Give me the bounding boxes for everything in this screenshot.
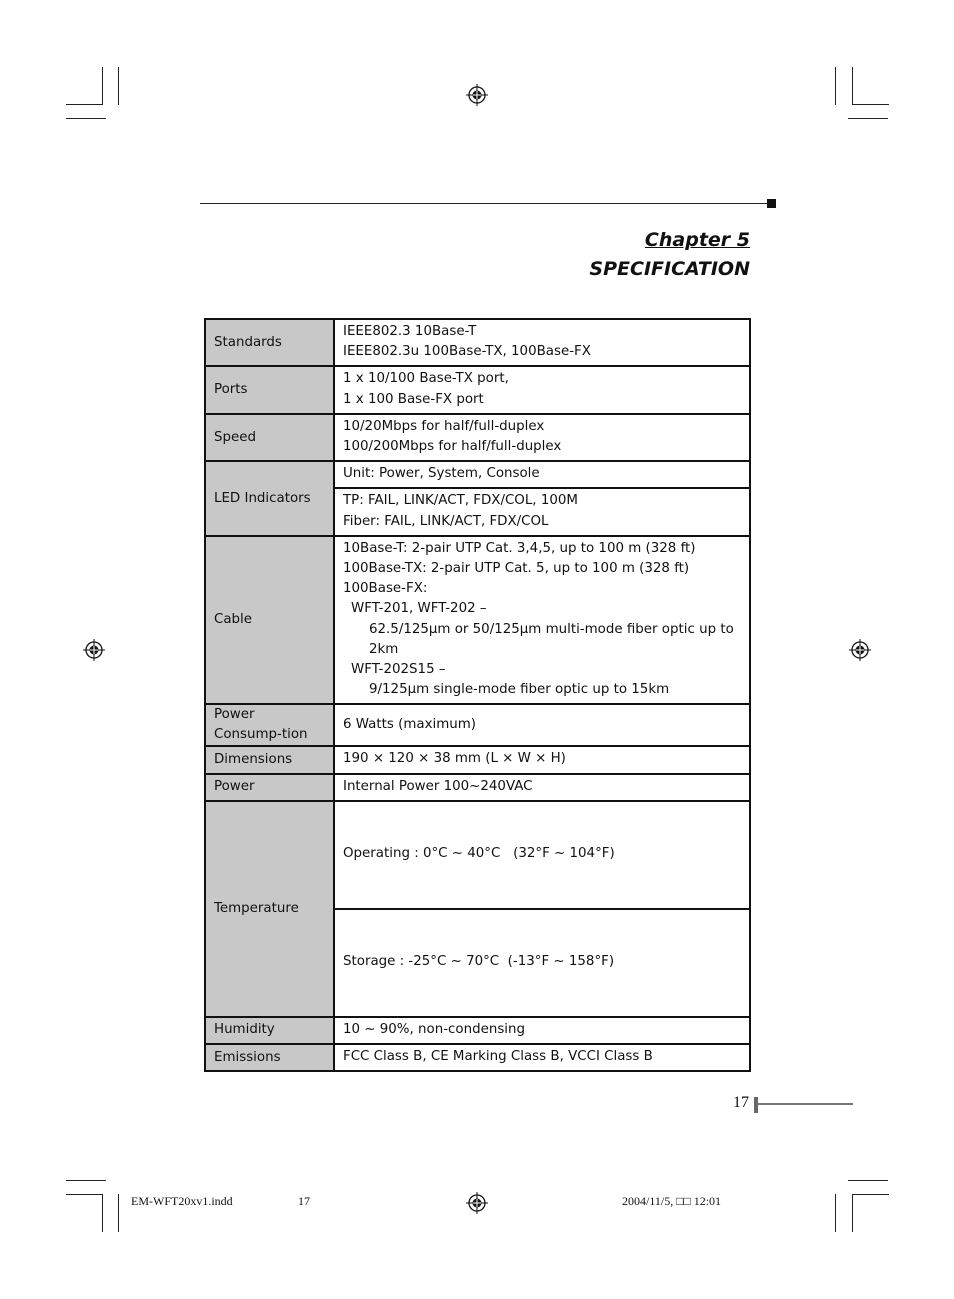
row-value-standards: IEEE802.3 10Base-T IEEE802.3u 100Base-TX, 100Base-FX — [334, 319, 750, 366]
table-row — [205, 704, 750, 746]
row-label-temperature: Temperature — [205, 801, 334, 1017]
table-row — [205, 801, 750, 909]
crop-mark — [66, 1180, 106, 1181]
row-label-power-consumption: Power Consump-tion — [205, 704, 334, 746]
footer-page: 17 — [298, 1194, 310, 1208]
row-label-power: Power — [205, 774, 334, 801]
table-row — [205, 414, 750, 461]
registration-mark-icon — [849, 639, 871, 661]
table-row — [205, 746, 750, 773]
crop-mark — [852, 1194, 889, 1195]
row-value-led-ports: TP: FAIL, LINK/ACT, FDX/COL, 100M Fiber: FAIL, LINK/ACT, FDX/COL — [334, 488, 750, 535]
footer-datetime: 2004/11/5, □□ 12:01 — [622, 1194, 722, 1208]
table-row — [205, 1044, 750, 1071]
row-value-power: Internal Power 100~240VAC — [334, 774, 750, 801]
crop-mark — [852, 1194, 853, 1232]
crop-mark — [66, 118, 106, 119]
crop-mark — [118, 1194, 119, 1232]
crop-mark — [102, 1194, 103, 1232]
page-number-bar — [754, 1097, 758, 1113]
row-label-cable: Cable — [205, 536, 334, 705]
row-label-speed: Speed — [205, 414, 334, 461]
row-label-humidity: Humidity — [205, 1017, 334, 1044]
table-row — [205, 1017, 750, 1044]
registration-mark-icon — [466, 1192, 488, 1214]
crop-mark — [852, 67, 853, 105]
crop-mark — [835, 1194, 836, 1232]
row-value-dimensions: 190 × 120 × 38 mm (L × W × H) — [334, 746, 750, 773]
row-label-emissions: Emissions — [205, 1044, 334, 1071]
row-value-temperature-storage: Storage : -25°C ~ 70°C (-13°F ~ 158°F) — [334, 909, 750, 1017]
page-number: 17 — [733, 1094, 749, 1111]
row-label-dimensions: Dimensions — [205, 746, 334, 773]
row-value-temperature-operating: Operating : 0°C ~ 40°C (32°F ~ 104°F) — [334, 801, 750, 909]
row-label-ports: Ports — [205, 366, 334, 413]
crop-mark — [835, 67, 836, 105]
footer-filename: EM-WFT20xv1.indd — [131, 1194, 233, 1208]
crop-mark — [102, 67, 103, 105]
crop-mark — [66, 1194, 103, 1195]
page-number-rule — [758, 1103, 853, 1105]
row-value-ports: 1 x 10/100 Base-TX port, 1 x 100 Base-FX port — [334, 366, 750, 413]
header-rule — [200, 203, 768, 204]
crop-mark — [118, 67, 119, 105]
chapter-number: Chapter 5 — [644, 229, 750, 251]
row-value-led-unit: Unit: Power, System, Console — [334, 461, 750, 488]
row-label-led-indicators: LED Indicators — [205, 461, 334, 536]
crop-mark — [848, 118, 888, 119]
row-value-emissions: FCC Class B, CE Marking Class B, VCCI Class B — [334, 1044, 750, 1071]
table-row — [205, 319, 750, 366]
header-rule-square — [767, 199, 776, 208]
spec-table — [204, 318, 751, 1072]
crop-mark — [848, 1180, 888, 1181]
row-value-power-consumption: 6 Watts (maximum) — [334, 704, 750, 746]
table-row — [205, 366, 750, 413]
crop-mark — [66, 104, 103, 105]
row-label-standards: Standards — [205, 319, 334, 366]
table-row — [205, 774, 750, 801]
table-row — [205, 536, 750, 705]
table-row — [205, 461, 750, 488]
chapter-title: SPECIFICATION — [589, 258, 750, 280]
registration-mark-icon — [83, 639, 105, 661]
row-value-humidity: 10 ~ 90%, non-condensing — [334, 1017, 750, 1044]
row-value-speed: 10/20Mbps for half/full-duplex 100/200Mbps for half/full-duplex — [334, 414, 750, 461]
row-value-cable: 10Base-T: 2-pair UTP Cat. 3,4,5, up to 100 m (328 ft) 100Base-TX: 2-pair UTP Cat. 5, up to 100 m (328 ft) 100Base-FX: WFT-201, WFT-202 – 62.5/125μm or 50/125μm multi-mode fiber optic up to 2km WFT-202S15 – 9/125μm single-mode fiber optic up to 15km — [334, 536, 750, 705]
crop-mark — [852, 104, 889, 105]
registration-mark-icon — [466, 84, 488, 106]
